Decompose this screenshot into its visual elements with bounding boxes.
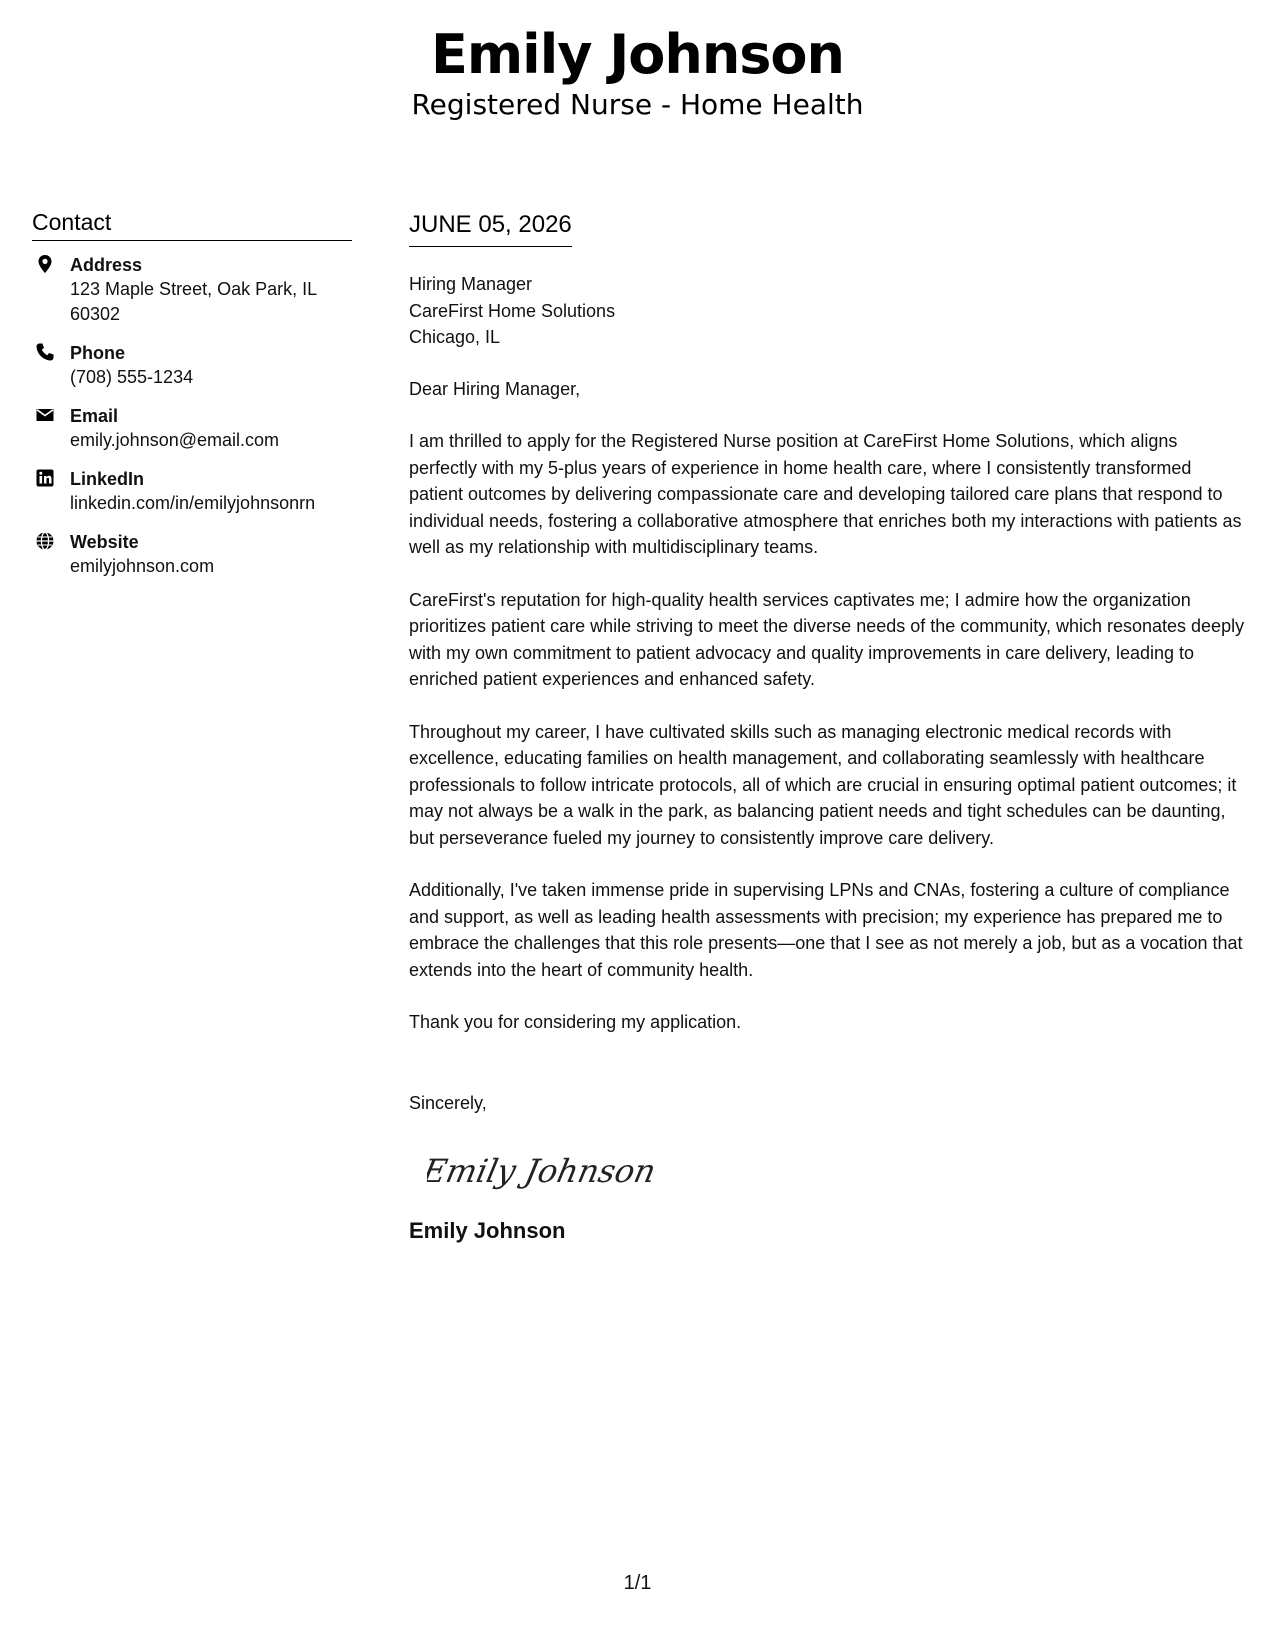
contact-address (32, 253, 352, 327)
contact-linkedin (32, 467, 352, 516)
page-header (0, 22, 1275, 122)
contact-label: Address (70, 255, 143, 275)
envelope-icon (35, 405, 55, 425)
recipient-company: CareFirst Home Solutions (409, 300, 616, 321)
contact-label: Email (70, 406, 119, 426)
contact-label: LinkedIn (70, 469, 145, 489)
globe-icon (35, 531, 55, 551)
signature-text: Emily Johnson (427, 1151, 660, 1190)
closing-note: Thank you for considering my application. (409, 1012, 742, 1032)
applicant-name: Emily Johnson (431, 23, 844, 86)
contact-website (32, 530, 352, 579)
website-value: emilyjohnson.com (70, 556, 215, 576)
recipient-location: Chicago, IL (409, 327, 501, 347)
job-title: Registered Nurse - Home Health (411, 88, 864, 121)
date-block (409, 210, 572, 247)
letter-body (409, 210, 1249, 1245)
paragraph: CareFirst's reputation for high-quality health services captivates me; I admire how the organization prioritizes patient care while striving to meet the diverse needs of the community, which resonates deeply with my own commitment to patient advocacy and quality improvements in care delivery, leading to enriched patient experiences and enhanced safety. (409, 589, 1245, 689)
signer-name: Emily Johnson (409, 1217, 566, 1243)
phone-icon (35, 342, 55, 362)
contact-label: Phone (70, 343, 126, 363)
address-value: 123 Maple Street, Oak Park, IL 60302 (70, 279, 317, 324)
contact-email (32, 404, 352, 453)
contact-sidebar (32, 208, 352, 593)
map-pin-icon (35, 254, 55, 274)
linkedin-icon (35, 468, 55, 488)
contact-label: Website (70, 532, 139, 552)
signature-image (427, 1144, 667, 1196)
paragraph: I am thrilled to apply for the Registered Nurse position at CareFirst Home Solutions, which aligns perfectly with my 5-plus years of experience in home health care, where I consistently transformed patient outcomes by delivering compassionate care and developing tailored care plans that respond to individual needs, fostering a collaborative atmosphere that enriches both my interactions with patients as well as my relationship with multidisciplinary teams. (409, 431, 1242, 557)
paragraph: Additionally, I've taken immense pride in supervising LPNs and CNAs, fostering a culture of compliance and support, as well as leading health assessments with precision; my experience has prepared me to embrace the challenges that this role presents—one that I see as not merely a job, but as a vocation that extends into the heart of community health. (409, 880, 1243, 980)
greeting: Dear Hiring Manager, (409, 378, 581, 399)
paragraph: Throughout my career, I have cultivated skills such as managing electronic medical records with excellence, educating families on health management, and collaborating seamlessly with healthcare professionals to follow intricate protocols, all of which are crucial in ensuring optimal patient outcomes; it may not always be a walk in the park, as balancing patient needs and tight schedules can be daunting, but perseverance fueled my journey to consistently improve care delivery. (409, 721, 1237, 848)
recipient-name: Hiring Manager (409, 274, 533, 294)
recipient-block (409, 271, 1249, 351)
email-value: emily.johnson@email.com (70, 430, 280, 450)
signoff: Sincerely, (409, 1092, 487, 1113)
phone-value: (708) 555-1234 (70, 367, 194, 387)
linkedin-value: linkedin.com/in/emilyjohnsonrn (70, 493, 316, 513)
contact-heading: Contact (32, 208, 352, 241)
page-number: 1/1 (623, 1572, 652, 1594)
contact-phone (32, 341, 352, 390)
letter-date: JUNE 05, 2026 (409, 211, 572, 238)
